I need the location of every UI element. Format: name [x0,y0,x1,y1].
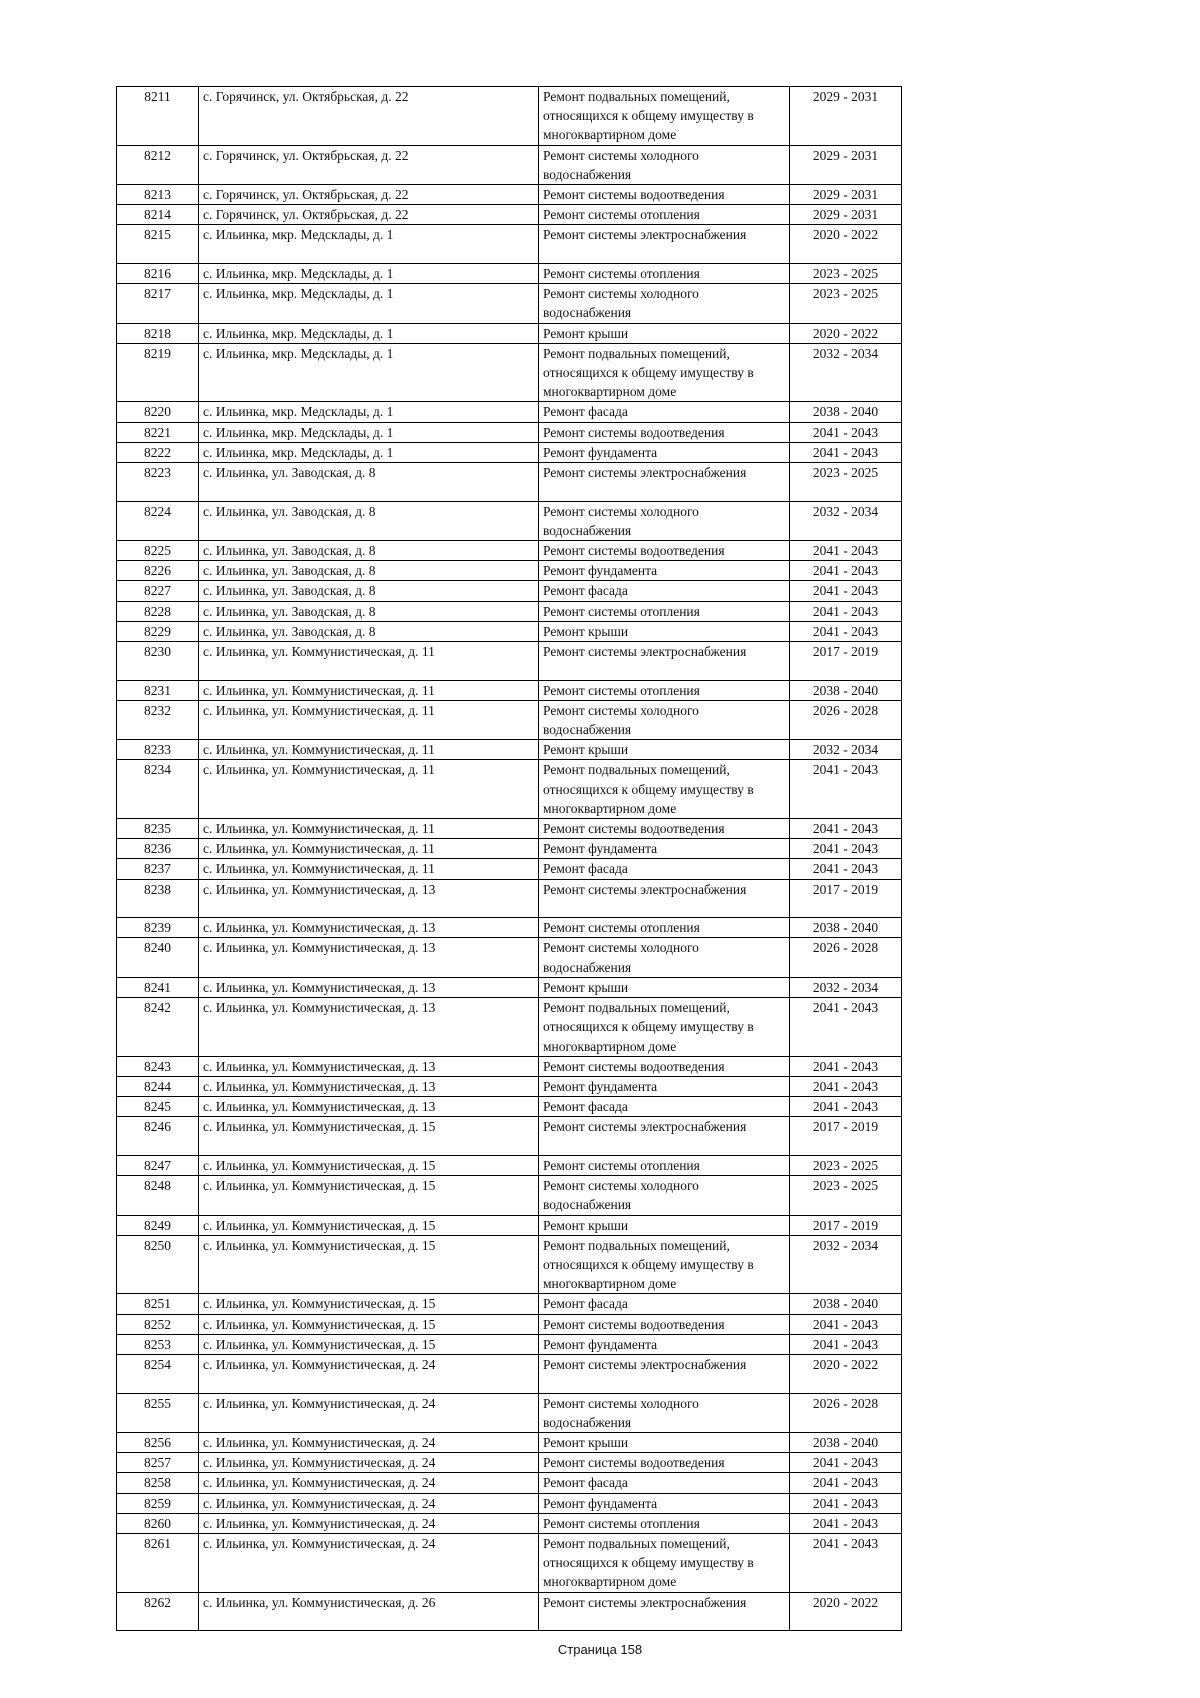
table-row [117,700,902,739]
period-cell: 2026 - 2028 [790,700,902,739]
work-type-cell: Ремонт крыши [539,621,790,641]
work-type-cell: Ремонт подвальных помещений, относящихся к общему имуществу в многоквартирном доме [539,87,790,146]
work-type-cell: Ремонт фасада [539,581,790,601]
work-type-cell: Ремонт системы электроснабжения [539,879,790,918]
period-cell: 2032 - 2034 [790,343,902,402]
period-cell: 2017 - 2019 [790,642,902,681]
work-type-cell: Ремонт системы водоотведения [539,422,790,442]
period-cell: 2017 - 2019 [790,879,902,918]
row-number-cell: 8231 [117,680,199,700]
row-number-cell: 8252 [117,1314,199,1334]
table-row [117,402,902,422]
row-number-cell: 8215 [117,225,199,264]
row-number-cell: 8214 [117,205,199,225]
address-cell: с. Ильинка, ул. Коммунистическая, д. 15 [199,1176,539,1215]
work-type-cell: Ремонт системы отопления [539,264,790,284]
address-cell: с. Ильинка, ул. Коммунистическая, д. 15 [199,1155,539,1175]
table-row [117,760,902,819]
table-row [117,225,902,264]
address-cell: с. Ильинка, ул. Коммунистическая, д. 15 [199,1314,539,1334]
table-row [117,422,902,442]
work-type-cell: Ремонт системы отопления [539,1155,790,1175]
table-row [117,501,902,540]
address-cell: с. Ильинка, мкр. Медсклады, д. 1 [199,323,539,343]
address-cell: с. Ильинка, мкр. Медсклады, д. 1 [199,343,539,402]
row-number-cell: 8211 [117,87,199,146]
table-row [117,1314,902,1334]
address-cell: с. Горячинск, ул. Октябрьская, д. 22 [199,145,539,184]
table-row [117,264,902,284]
row-number-cell: 8228 [117,601,199,621]
address-cell: с. Ильинка, ул. Коммунистическая, д. 24 [199,1533,539,1592]
work-type-cell: Ремонт системы водоотведения [539,1453,790,1473]
work-type-cell: Ремонт системы отопления [539,680,790,700]
row-number-cell: 8226 [117,561,199,581]
table-row [117,442,902,462]
work-type-cell: Ремонт крыши [539,1432,790,1452]
row-number-cell: 8239 [117,918,199,938]
work-type-cell: Ремонт фундамента [539,839,790,859]
row-number-cell: 8233 [117,740,199,760]
table-row [117,740,902,760]
address-cell: с. Ильинка, мкр. Медсклады, д. 1 [199,225,539,264]
work-type-cell: Ремонт системы водоотведения [539,819,790,839]
period-cell: 2041 - 2043 [790,601,902,621]
period-cell: 2041 - 2043 [790,1513,902,1533]
work-type-cell: Ремонт крыши [539,323,790,343]
work-type-cell: Ремонт системы холодного водоснабжения [539,1393,790,1432]
row-number-cell: 8218 [117,323,199,343]
address-cell: с. Ильинка, ул. Коммунистическая, д. 24 [199,1393,539,1432]
row-number-cell: 8235 [117,819,199,839]
period-cell: 2041 - 2043 [790,839,902,859]
work-type-cell: Ремонт системы электроснабжения [539,463,790,502]
row-number-cell: 8262 [117,1592,199,1631]
table-body [117,87,902,1631]
work-type-cell: Ремонт подвальных помещений, относящихся к общему имуществу в многоквартирном доме [539,1533,790,1592]
row-number-cell: 8238 [117,879,199,918]
row-number-cell: 8254 [117,1354,199,1393]
address-cell: с. Ильинка, ул. Коммунистическая, д. 24 [199,1453,539,1473]
address-cell: с. Ильинка, ул. Коммунистическая, д. 11 [199,819,539,839]
row-number-cell: 8247 [117,1155,199,1175]
work-type-cell: Ремонт системы водоотведения [539,1314,790,1334]
work-type-cell: Ремонт системы холодного водоснабжения [539,145,790,184]
row-number-cell: 8225 [117,541,199,561]
address-cell: с. Ильинка, ул. Заводская, д. 8 [199,463,539,502]
row-number-cell: 8217 [117,284,199,323]
work-type-cell: Ремонт крыши [539,1215,790,1235]
table-row [117,1117,902,1156]
address-cell: с. Ильинка, ул. Коммунистическая, д. 15 [199,1235,539,1294]
address-cell: с. Ильинка, ул. Коммунистическая, д. 13 [199,998,539,1057]
row-number-cell: 8256 [117,1432,199,1452]
period-cell: 2041 - 2043 [790,760,902,819]
work-type-cell: Ремонт подвальных помещений, относящихся к общему имуществу в многоквартирном доме [539,998,790,1057]
period-cell: 2041 - 2043 [790,1334,902,1354]
table-row [117,839,902,859]
work-type-cell: Ремонт крыши [539,977,790,997]
table-row [117,998,902,1057]
row-number-cell: 8261 [117,1533,199,1592]
work-type-cell: Ремонт фундамента [539,1076,790,1096]
address-cell: с. Ильинка, ул. Коммунистическая, д. 13 [199,918,539,938]
row-number-cell: 8216 [117,264,199,284]
period-cell: 2032 - 2034 [790,501,902,540]
table-row [117,1294,902,1314]
period-cell: 2041 - 2043 [790,541,902,561]
address-cell: с. Горячинск, ул. Октябрьская, д. 22 [199,205,539,225]
table-row [117,918,902,938]
row-number-cell: 8212 [117,145,199,184]
period-cell: 2041 - 2043 [790,1453,902,1473]
table-row [117,87,902,146]
row-number-cell: 8249 [117,1215,199,1235]
period-cell: 2041 - 2043 [790,581,902,601]
address-cell: с. Ильинка, мкр. Медсклады, д. 1 [199,422,539,442]
table-row [117,859,902,879]
table-row [117,1592,902,1631]
address-cell: с. Ильинка, ул. Коммунистическая, д. 24 [199,1493,539,1513]
row-number-cell: 8243 [117,1056,199,1076]
address-cell: с. Ильинка, ул. Коммунистическая, д. 15 [199,1334,539,1354]
row-number-cell: 8221 [117,422,199,442]
address-cell: с. Горячинск, ул. Октябрьская, д. 22 [199,185,539,205]
table-row [117,1453,902,1473]
table-row [117,1176,902,1215]
row-number-cell: 8222 [117,442,199,462]
period-cell: 2041 - 2043 [790,1493,902,1513]
table-row [117,680,902,700]
work-type-cell: Ремонт системы электроснабжения [539,1354,790,1393]
table-row [117,819,902,839]
work-type-cell: Ремонт системы электроснабжения [539,1117,790,1156]
period-cell: 2029 - 2031 [790,185,902,205]
table-row [117,581,902,601]
work-type-cell: Ремонт системы электроснабжения [539,1592,790,1631]
period-cell: 2041 - 2043 [790,1076,902,1096]
work-type-cell: Ремонт системы отопления [539,601,790,621]
row-number-cell: 8237 [117,859,199,879]
row-number-cell: 8246 [117,1117,199,1156]
address-cell: с. Ильинка, ул. Заводская, д. 8 [199,581,539,601]
address-cell: с. Горячинск, ул. Октябрьская, д. 22 [199,87,539,146]
work-type-cell: Ремонт подвальных помещений, относящихся к общему имуществу в многоквартирном доме [539,1235,790,1294]
period-cell: 2038 - 2040 [790,918,902,938]
work-type-cell: Ремонт системы отопления [539,1513,790,1533]
address-cell: с. Ильинка, ул. Коммунистическая, д. 11 [199,680,539,700]
period-cell: 2032 - 2034 [790,977,902,997]
row-number-cell: 8236 [117,839,199,859]
work-type-cell: Ремонт подвальных помещений, относящихся к общему имуществу в многоквартирном доме [539,343,790,402]
address-cell: с. Ильинка, ул. Коммунистическая, д. 24 [199,1354,539,1393]
period-cell: 2017 - 2019 [790,1117,902,1156]
work-type-cell: Ремонт подвальных помещений, относящихся к общему имуществу в многоквартирном доме [539,760,790,819]
table-row [117,323,902,343]
row-number-cell: 8213 [117,185,199,205]
table-row [117,1354,902,1393]
row-number-cell: 8232 [117,700,199,739]
address-cell: с. Ильинка, ул. Коммунистическая, д. 11 [199,760,539,819]
work-type-cell: Ремонт фундамента [539,1334,790,1354]
address-cell: с. Ильинка, ул. Заводская, д. 8 [199,501,539,540]
address-cell: с. Ильинка, ул. Коммунистическая, д. 15 [199,1117,539,1156]
period-cell: 2038 - 2040 [790,680,902,700]
table-row [117,561,902,581]
table-row [117,1473,902,1493]
address-cell: с. Ильинка, ул. Коммунистическая, д. 11 [199,740,539,760]
work-type-cell: Ремонт системы электроснабжения [539,225,790,264]
table-row [117,1097,902,1117]
work-type-cell: Ремонт фундамента [539,442,790,462]
address-cell: с. Ильинка, ул. Коммунистическая, д. 13 [199,1076,539,1096]
row-number-cell: 8223 [117,463,199,502]
table-row [117,185,902,205]
work-type-cell: Ремонт системы водоотведения [539,1056,790,1076]
row-number-cell: 8258 [117,1473,199,1493]
address-cell: с. Ильинка, мкр. Медсклады, д. 1 [199,284,539,323]
period-cell: 2020 - 2022 [790,1592,902,1631]
work-type-cell: Ремонт системы отопления [539,205,790,225]
period-cell: 2041 - 2043 [790,1314,902,1334]
table-row [117,879,902,918]
period-cell: 2041 - 2043 [790,819,902,839]
period-cell: 2041 - 2043 [790,1533,902,1592]
address-cell: с. Ильинка, мкр. Медсклады, д. 1 [199,264,539,284]
table-row [117,1493,902,1513]
address-cell: с. Ильинка, ул. Заводская, д. 8 [199,541,539,561]
address-cell: с. Ильинка, мкр. Медсклады, д. 1 [199,402,539,422]
address-cell: с. Ильинка, ул. Коммунистическая, д. 24 [199,1432,539,1452]
period-cell: 2041 - 2043 [790,442,902,462]
table-row [117,1215,902,1235]
row-number-cell: 8240 [117,938,199,977]
address-cell: с. Ильинка, ул. Заводская, д. 8 [199,601,539,621]
row-number-cell: 8255 [117,1393,199,1432]
address-cell: с. Ильинка, ул. Коммунистическая, д. 13 [199,938,539,977]
table-row [117,1513,902,1533]
table-row [117,1393,902,1432]
address-cell: с. Ильинка, ул. Коммунистическая, д. 24 [199,1473,539,1493]
period-cell: 2041 - 2043 [790,561,902,581]
address-cell: с. Ильинка, мкр. Медсклады, д. 1 [199,442,539,462]
row-number-cell: 8230 [117,642,199,681]
repair-schedule-table [116,86,902,1631]
work-type-cell: Ремонт крыши [539,740,790,760]
period-cell: 2041 - 2043 [790,1097,902,1117]
row-number-cell: 8220 [117,402,199,422]
work-type-cell: Ремонт системы холодного водоснабжения [539,700,790,739]
work-type-cell: Ремонт системы холодного водоснабжения [539,1176,790,1215]
row-number-cell: 8244 [117,1076,199,1096]
table-row [117,284,902,323]
period-cell: 2026 - 2028 [790,1393,902,1432]
period-cell: 2020 - 2022 [790,323,902,343]
period-cell: 2041 - 2043 [790,621,902,641]
page-number-footer: Страница 158 [557,1642,643,1657]
period-cell: 2041 - 2043 [790,422,902,442]
period-cell: 2041 - 2043 [790,1473,902,1493]
period-cell: 2041 - 2043 [790,1056,902,1076]
period-cell: 2026 - 2028 [790,938,902,977]
table-row [117,343,902,402]
table-row [117,145,902,184]
period-cell: 2020 - 2022 [790,1354,902,1393]
table-row [117,205,902,225]
work-type-cell: Ремонт фундамента [539,1493,790,1513]
period-cell: 2023 - 2025 [790,463,902,502]
table-row [117,463,902,502]
row-number-cell: 8227 [117,581,199,601]
period-cell: 2023 - 2025 [790,264,902,284]
row-number-cell: 8224 [117,501,199,540]
address-cell: с. Ильинка, ул. Коммунистическая, д. 15 [199,1294,539,1314]
row-number-cell: 8229 [117,621,199,641]
row-number-cell: 8251 [117,1294,199,1314]
address-cell: с. Ильинка, ул. Коммунистическая, д. 11 [199,859,539,879]
row-number-cell: 8241 [117,977,199,997]
row-number-cell: 8219 [117,343,199,402]
work-type-cell: Ремонт фундамента [539,561,790,581]
period-cell: 2023 - 2025 [790,1155,902,1175]
table-row [117,642,902,681]
work-type-cell: Ремонт системы электроснабжения [539,642,790,681]
work-type-cell: Ремонт системы холодного водоснабжения [539,284,790,323]
period-cell: 2032 - 2034 [790,740,902,760]
address-cell: с. Ильинка, ул. Коммунистическая, д. 11 [199,700,539,739]
address-cell: с. Ильинка, ул. Коммунистическая, д. 24 [199,1513,539,1533]
work-type-cell: Ремонт фасада [539,859,790,879]
work-type-cell: Ремонт фасада [539,402,790,422]
table-row [117,1235,902,1294]
row-number-cell: 8259 [117,1493,199,1513]
period-cell: 2038 - 2040 [790,402,902,422]
row-number-cell: 8250 [117,1235,199,1294]
work-type-cell: Ремонт фасада [539,1097,790,1117]
row-number-cell: 8257 [117,1453,199,1473]
period-cell: 2023 - 2025 [790,1176,902,1215]
period-cell: 2038 - 2040 [790,1294,902,1314]
work-type-cell: Ремонт системы водоотведения [539,185,790,205]
table-row [117,1432,902,1452]
table-row [117,621,902,641]
period-cell: 2023 - 2025 [790,284,902,323]
row-number-cell: 8248 [117,1176,199,1215]
table-row [117,938,902,977]
address-cell: с. Ильинка, ул. Коммунистическая, д. 13 [199,977,539,997]
table-row [117,601,902,621]
work-type-cell: Ремонт системы отопления [539,918,790,938]
address-cell: с. Ильинка, ул. Коммунистическая, д. 11 [199,839,539,859]
period-cell: 2038 - 2040 [790,1432,902,1452]
period-cell: 2029 - 2031 [790,87,902,146]
period-cell: 2020 - 2022 [790,225,902,264]
period-cell: 2029 - 2031 [790,145,902,184]
work-type-cell: Ремонт системы холодного водоснабжения [539,501,790,540]
table-row [117,541,902,561]
period-cell: 2041 - 2043 [790,859,902,879]
table-row [117,1155,902,1175]
table-row [117,1533,902,1592]
address-cell: с. Ильинка, ул. Коммунистическая, д. 13 [199,1056,539,1076]
work-type-cell: Ремонт системы водоотведения [539,541,790,561]
address-cell: с. Ильинка, ул. Коммунистическая, д. 11 [199,642,539,681]
period-cell: 2041 - 2043 [790,998,902,1057]
row-number-cell: 8253 [117,1334,199,1354]
table-row [117,1076,902,1096]
row-number-cell: 8260 [117,1513,199,1533]
address-cell: с. Ильинка, ул. Коммунистическая, д. 13 [199,879,539,918]
address-cell: с. Ильинка, ул. Заводская, д. 8 [199,561,539,581]
period-cell: 2017 - 2019 [790,1215,902,1235]
address-cell: с. Ильинка, ул. Коммунистическая, д. 15 [199,1215,539,1235]
work-type-cell: Ремонт системы холодного водоснабжения [539,938,790,977]
table-row [117,977,902,997]
table-row [117,1056,902,1076]
table-row [117,1334,902,1354]
address-cell: с. Ильинка, ул. Коммунистическая, д. 13 [199,1097,539,1117]
period-cell: 2029 - 2031 [790,205,902,225]
work-type-cell: Ремонт фасада [539,1473,790,1493]
row-number-cell: 8245 [117,1097,199,1117]
row-number-cell: 8234 [117,760,199,819]
work-type-cell: Ремонт фасада [539,1294,790,1314]
address-cell: с. Ильинка, ул. Заводская, д. 8 [199,621,539,641]
row-number-cell: 8242 [117,998,199,1057]
period-cell: 2032 - 2034 [790,1235,902,1294]
address-cell: с. Ильинка, ул. Коммунистическая, д. 26 [199,1592,539,1631]
